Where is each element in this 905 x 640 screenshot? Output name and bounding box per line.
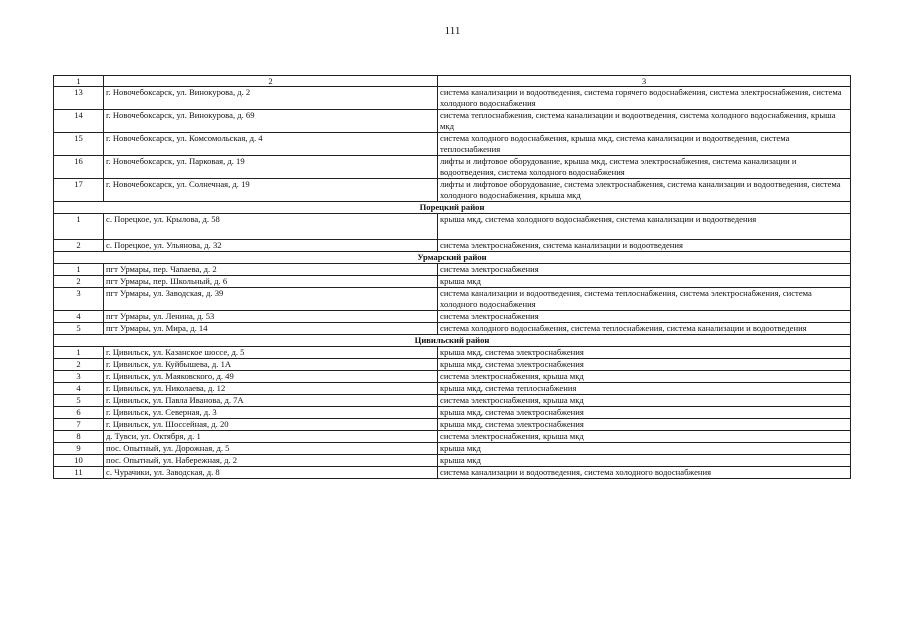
district-header-row <box>54 202 851 214</box>
row-number: 8 <box>54 431 104 443</box>
systems-cell: крыша мкд <box>438 455 851 467</box>
address-cell: г. Цивильск, ул. Казанское шоссе, д. 5 <box>104 347 438 359</box>
page-number: 111 <box>444 25 461 37</box>
row-number: 6 <box>54 407 104 419</box>
address-cell: г. Новочебоксарск, ул. Солнечная, д. 19 <box>104 179 438 202</box>
district-name: Урмарский район <box>54 252 851 264</box>
systems-cell: система электроснабжения <box>438 264 851 276</box>
address-cell: с. Порецкое, ул. Крылова, д. 58 <box>104 214 438 240</box>
systems-cell: система канализации и водоотведения, система холодного водоснабжения <box>438 467 851 479</box>
table-body <box>54 76 851 479</box>
row-number: 1 <box>54 347 104 359</box>
address-cell: пос. Опытный, ул. Набережная, д. 2 <box>104 455 438 467</box>
address-cell: пгт Урмары, пер. Школьный, д. 6 <box>104 276 438 288</box>
address-cell: г. Цивильск, ул. Павла Иванова, д. 7А <box>104 395 438 407</box>
table-row <box>54 359 851 371</box>
row-number: 2 <box>54 240 104 252</box>
systems-cell: крыша мкд, система электроснабжения <box>438 419 851 431</box>
row-number: 7 <box>54 419 104 431</box>
buildings-table <box>53 75 851 479</box>
systems-cell: лифты и лифтовое оборудование, крыша мкд, система электроснабжения, система канализации и водоотведения, система холодного водоснабжения <box>438 156 851 179</box>
column-number-1: 1 <box>54 76 104 87</box>
systems-cell: крыша мкд, система теплоснабжения <box>438 383 851 395</box>
row-number: 16 <box>54 156 104 179</box>
address-cell: г. Цивильск, ул. Николаева, д. 12 <box>104 383 438 395</box>
systems-cell: система электроснабжения <box>438 311 851 323</box>
table-row <box>54 288 851 311</box>
table-row <box>54 371 851 383</box>
district-name: Порецкий район <box>54 202 851 214</box>
table-row <box>54 323 851 335</box>
table-row <box>54 214 851 240</box>
row-number: 4 <box>54 383 104 395</box>
table-row <box>54 407 851 419</box>
table-row <box>54 455 851 467</box>
district-header-row <box>54 335 851 347</box>
table-row <box>54 87 851 110</box>
address-cell: пгт Урмары, ул. Ленина, д. 53 <box>104 311 438 323</box>
systems-cell: крыша мкд, система электроснабжения <box>438 407 851 419</box>
row-number: 5 <box>54 395 104 407</box>
row-number: 1 <box>54 214 104 240</box>
row-number: 9 <box>54 443 104 455</box>
row-number: 13 <box>54 87 104 110</box>
address-cell: г. Цивильск, ул. Маяковского, д. 49 <box>104 371 438 383</box>
row-number: 14 <box>54 110 104 133</box>
systems-cell: система канализации и водоотведения, система теплоснабжения, система электроснабжения, система холодного водоснабжения <box>438 288 851 311</box>
table-row <box>54 240 851 252</box>
systems-cell: система электроснабжения, система канализации и водоотведения <box>438 240 851 252</box>
row-number: 4 <box>54 311 104 323</box>
table-row <box>54 347 851 359</box>
table-row <box>54 179 851 202</box>
address-cell: г. Новочебоксарск, ул. Винокурова, д. 69 <box>104 110 438 133</box>
row-number: 2 <box>54 276 104 288</box>
table-row <box>54 443 851 455</box>
address-cell: пгт Урмары, ул. Мира, д. 14 <box>104 323 438 335</box>
systems-cell: система канализации и водоотведения, система горячего водоснабжения, система электроснабжения, система холодного водоснабжения <box>438 87 851 110</box>
table-row <box>54 156 851 179</box>
address-cell: г. Новочебоксарск, ул. Комсомольская, д. 4 <box>104 133 438 156</box>
address-cell: пос. Опытный, ул. Дорожная, д. 5 <box>104 443 438 455</box>
table-row <box>54 133 851 156</box>
row-number: 11 <box>54 467 104 479</box>
column-number-2: 2 <box>104 76 438 87</box>
district-header-row <box>54 252 851 264</box>
table-row <box>54 110 851 133</box>
systems-cell: крыша мкд, система электроснабжения <box>438 359 851 371</box>
table-row <box>54 264 851 276</box>
systems-cell: крыша мкд <box>438 443 851 455</box>
row-number: 5 <box>54 323 104 335</box>
address-cell: г. Цивильск, ул. Шоссейная, д. 20 <box>104 419 438 431</box>
row-number: 1 <box>54 264 104 276</box>
systems-cell: крыша мкд, система холодного водоснабжения, система канализации и водоотведения <box>438 214 851 240</box>
address-cell: пгт Урмары, пер. Чапаева, д. 2 <box>104 264 438 276</box>
table-row <box>54 431 851 443</box>
address-cell: г. Цивильск, ул. Северная, д. 3 <box>104 407 438 419</box>
address-cell: г. Цивильск, ул. Куйбышева, д. 1А <box>104 359 438 371</box>
row-number: 17 <box>54 179 104 202</box>
address-cell: г. Новочебоксарск, ул. Винокурова, д. 2 <box>104 87 438 110</box>
systems-cell: крыша мкд, система электроснабжения <box>438 347 851 359</box>
table-row <box>54 383 851 395</box>
systems-cell: система теплоснабжения, система канализации и водоотведения, система холодного водоснабжения, крыша мкд <box>438 110 851 133</box>
district-name: Цивильский район <box>54 335 851 347</box>
address-cell: пгт Урмары, ул. Заводская, д. 39 <box>104 288 438 311</box>
row-number: 3 <box>54 371 104 383</box>
table-row <box>54 395 851 407</box>
column-number-row <box>54 76 851 87</box>
systems-cell: система электроснабжения, крыша мкд <box>438 431 851 443</box>
column-number-3: 3 <box>438 76 851 87</box>
row-number: 10 <box>54 455 104 467</box>
systems-cell: крыша мкд <box>438 276 851 288</box>
systems-cell: система электроснабжения, крыша мкд <box>438 395 851 407</box>
row-number: 15 <box>54 133 104 156</box>
systems-cell: лифты и лифтовое оборудование, система электроснабжения, система канализации и водоотведения, система холодного водоснабжения, крыша мкд <box>438 179 851 202</box>
row-number: 2 <box>54 359 104 371</box>
address-cell: с. Чурачики, ул. Заводская, д. 8 <box>104 467 438 479</box>
address-cell: д. Тувси, ул. Октября, д. 1 <box>104 431 438 443</box>
address-cell: с. Порецкое, ул. Ульянова, д. 32 <box>104 240 438 252</box>
systems-cell: система холодного водоснабжения, система теплоснабжения, система канализации и водоотведения <box>438 323 851 335</box>
row-number: 3 <box>54 288 104 311</box>
systems-cell: система холодного водоснабжения, крыша мкд, система канализации и водоотведения, система теплоснабжения <box>438 133 851 156</box>
table-row <box>54 276 851 288</box>
table-row <box>54 311 851 323</box>
address-cell: г. Новочебоксарск, ул. Парковая, д. 19 <box>104 156 438 179</box>
table-row <box>54 467 851 479</box>
table-row <box>54 419 851 431</box>
systems-cell: система электроснабжения, крыша мкд <box>438 371 851 383</box>
